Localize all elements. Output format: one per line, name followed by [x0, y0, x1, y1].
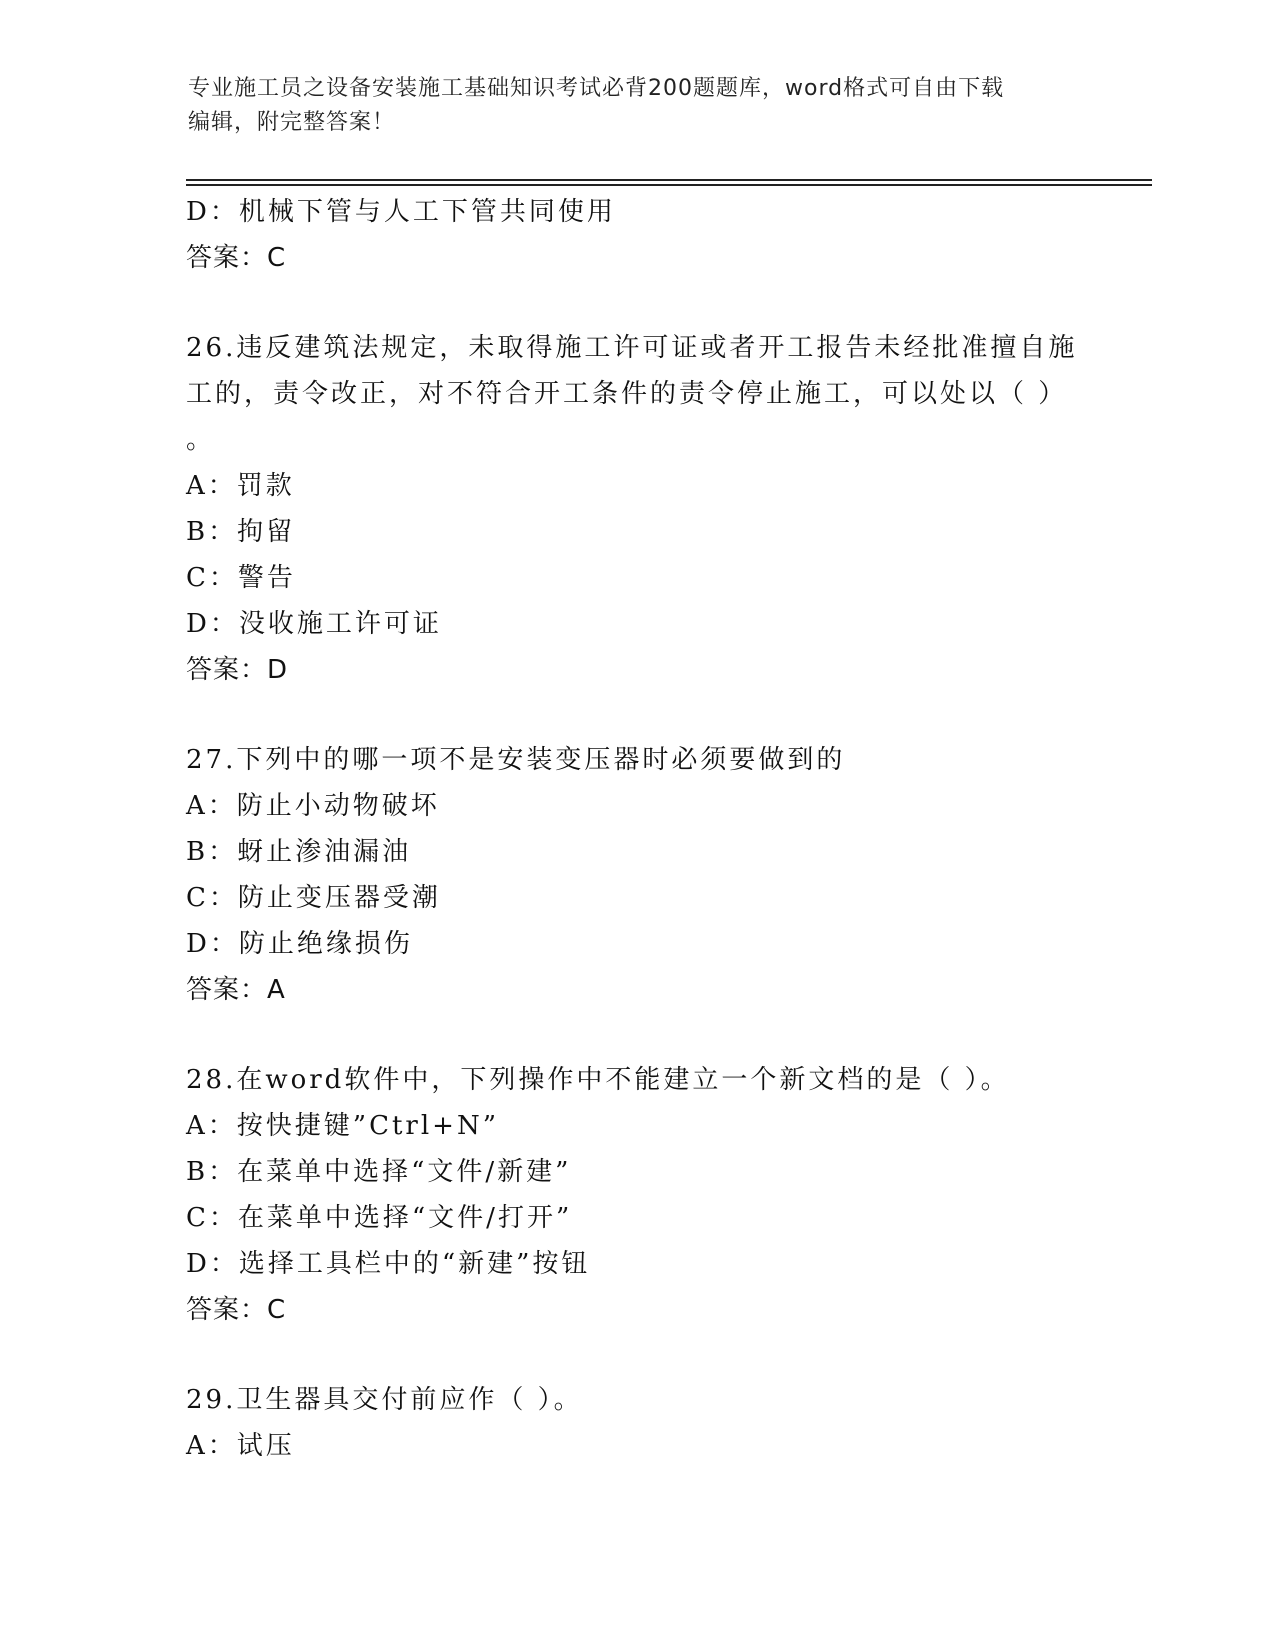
option-a: A：防止小动物破坏 [186, 791, 440, 821]
header-divider-top [186, 179, 1152, 181]
option-a: A：按快捷键”Ctrl+N” [186, 1111, 499, 1141]
option-d: D：机械下管与人工下管共同使用 [186, 197, 616, 227]
answer-line: 答案：D [186, 655, 289, 685]
question-list [186, 189, 1086, 1469]
answer-line: 答案：C [186, 1295, 287, 1325]
question-26 [186, 325, 1086, 693]
question-29 [186, 1377, 1086, 1469]
option-a: A：试压 [186, 1431, 295, 1461]
question-text: 29.卫生器具交付前应作（ ）。 [186, 1385, 583, 1415]
option-c: C：警告 [186, 563, 296, 593]
answer-line: 答案：C [186, 243, 287, 273]
spacer [186, 281, 1086, 325]
option-c: C：在菜单中选择“文件/打开” [186, 1203, 573, 1233]
question-28 [186, 1057, 1086, 1333]
spacer [186, 693, 1086, 737]
header-line-2: 编辑，附完整答案！ [188, 110, 396, 135]
answer-line: 答案：A [186, 975, 286, 1005]
option-d: D：没收施工许可证 [186, 609, 442, 639]
option-d: D：防止绝缘损伤 [186, 929, 413, 959]
question-text: 工的，责令改正，对不符合开工条件的责令停止施工，可以处以（ ） [186, 379, 1068, 409]
question-text: 。 [186, 425, 216, 455]
question-text: 28.在word软件中，下列操作中不能建立一个新文档的是（ ）。 [186, 1065, 1010, 1095]
option-b: B：蚜止渗油漏油 [186, 837, 412, 867]
question-text: 27.下列中的哪一项不是安装变压器时必须要做到的 [186, 745, 846, 775]
option-c: C：防止变压器受潮 [186, 883, 441, 913]
spacer [186, 1333, 1086, 1377]
option-d: D：选择工具栏中的“新建”按钮 [186, 1249, 591, 1279]
option-a: A：罚款 [186, 471, 295, 501]
question-27 [186, 737, 1086, 1013]
option-b: B：在菜单中选择“文件/新建” [186, 1157, 572, 1187]
header-divider-bottom [186, 184, 1152, 186]
option-b: B：拘留 [186, 517, 296, 547]
question-25-tail [186, 189, 1086, 281]
question-text: 26.违反建筑法规定，未取得施工许可证或者开工报告未经批准擅自施 [186, 333, 1078, 363]
document-header [188, 72, 1088, 140]
spacer [186, 1013, 1086, 1057]
header-line-1: 专业施工员之设备安装施工基础知识考试必背200题题库，word格式可自由下载 [188, 76, 1005, 101]
